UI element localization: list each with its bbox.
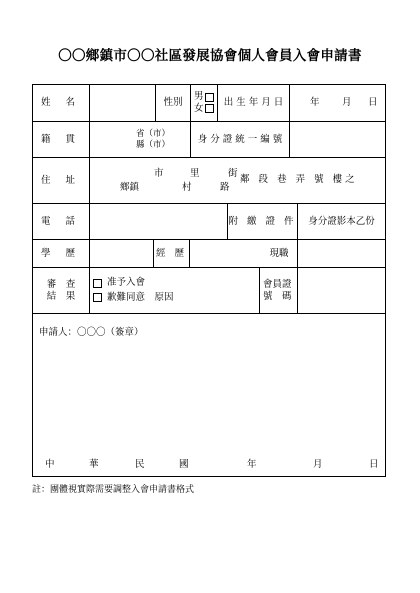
birth-label: 出 生 年 月 日	[217, 85, 289, 121]
form-note: 註：團體視實際需要調整入會申請書格式	[32, 485, 195, 495]
application-date	[33, 456, 385, 470]
gender-label: 性別	[155, 85, 190, 121]
province-label: 省（市）	[135, 128, 170, 139]
address-tail-label: 鄰 段 巷 弄 號 樓之	[240, 174, 358, 185]
date-hua: 華	[89, 459, 99, 470]
li-label: 里	[190, 168, 200, 179]
row-review	[33, 268, 385, 314]
address-input[interactable]	[89, 158, 385, 203]
review-label-line2: 結 果	[46, 290, 76, 302]
form-title: 〇〇鄉鎮市〇〇社區發展協會個人會員入會申請書	[58, 48, 362, 64]
review-label	[33, 268, 89, 313]
village-label: 村	[182, 182, 192, 193]
row-education	[33, 240, 385, 268]
id-input[interactable]	[289, 122, 385, 157]
gender-female-option[interactable]	[194, 103, 216, 115]
reject-option[interactable]	[92, 292, 174, 304]
county-label: 縣（市）	[135, 139, 170, 150]
experience-input[interactable]	[189, 240, 261, 267]
city-label: 市	[154, 168, 164, 179]
member-no-input[interactable]	[297, 268, 385, 313]
gender-male-option[interactable]	[194, 91, 216, 103]
review-label-line1: 審 查	[46, 278, 76, 290]
date-year: 年	[247, 459, 257, 470]
birth-year-label: 年	[310, 97, 320, 109]
education-input[interactable]	[89, 240, 153, 267]
phone-label: 電 話	[40, 215, 82, 227]
row-phone	[33, 204, 385, 240]
street-label: 街	[228, 168, 238, 179]
origin-label: 籍 貫	[40, 133, 82, 145]
approve-option[interactable]	[92, 277, 145, 289]
gender-male-label: 男	[194, 91, 204, 103]
experience-label: 經 歷	[153, 240, 189, 267]
row-address	[33, 158, 385, 204]
date-day: 日	[369, 459, 379, 470]
education-label: 學 歷	[40, 247, 82, 259]
phone-input[interactable]	[89, 204, 227, 239]
row-name	[33, 85, 385, 122]
application-form	[32, 84, 386, 477]
male-checkbox[interactable]	[205, 93, 214, 102]
origin-input[interactable]	[89, 122, 190, 157]
birth-date-input[interactable]	[289, 85, 385, 121]
approve-checkbox[interactable]	[93, 279, 102, 288]
attach-label: 附 繳 證 件	[227, 204, 297, 239]
township-label: 鄉鎮	[120, 182, 140, 193]
approve-label: 准予入會	[107, 277, 146, 289]
applicant-signature: 申請人：〇〇〇（簽章）	[39, 327, 144, 338]
row-origin	[33, 122, 385, 158]
date-min: 民	[135, 459, 145, 470]
review-options	[89, 268, 259, 313]
occupation-label: 現職	[269, 247, 289, 259]
date-guo: 國	[179, 459, 189, 470]
date-month: 月	[313, 459, 323, 470]
member-no-label-line2: 號 碼	[263, 290, 292, 302]
id-label: 身 分 證 統 一 編 號	[190, 122, 289, 157]
female-checkbox[interactable]	[205, 104, 214, 113]
gender-options	[190, 85, 217, 121]
member-no-label	[259, 268, 297, 313]
address-label: 住 址	[40, 174, 82, 186]
member-no-label-line1: 會員證	[263, 278, 292, 290]
birth-day-label: 日	[368, 97, 378, 109]
birth-month-label: 月	[342, 97, 352, 109]
name-input[interactable]	[89, 85, 155, 121]
date-zhong: 中	[45, 459, 55, 470]
name-label: 姓 名	[40, 97, 82, 109]
reject-checkbox[interactable]	[93, 293, 102, 302]
attach-value: 身分證影本乙份	[297, 204, 385, 239]
gender-female-label: 女	[194, 103, 204, 114]
road-label: 路	[220, 182, 230, 193]
row-applicant	[33, 314, 385, 476]
reject-label: 歉難同意 原因	[107, 292, 174, 303]
occupation-input[interactable]	[297, 240, 385, 267]
